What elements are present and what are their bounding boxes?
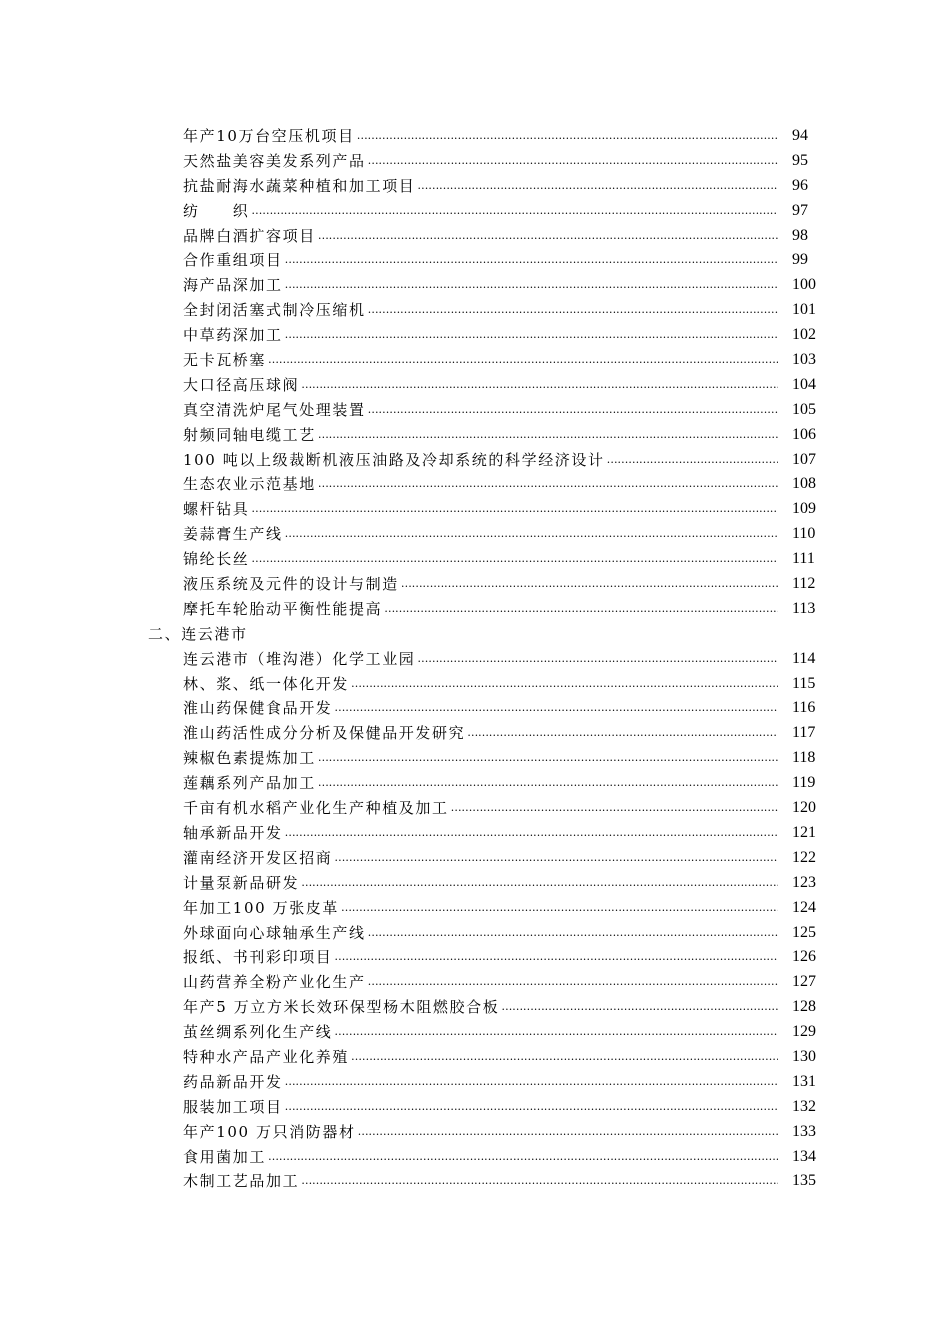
toc-entry <box>148 323 828 348</box>
dot-leader <box>251 199 778 224</box>
toc-entry-title: 食用菌加工 <box>183 1147 267 1166</box>
toc-entry <box>148 1169 828 1194</box>
toc-entry-title: 报纸、书刊彩印项目 <box>183 948 333 967</box>
toc-entry-page-number: 112 <box>792 575 816 593</box>
dot-leader <box>285 522 778 547</box>
toc-entry-title: 茧丝绸系列化生产线 <box>183 1023 333 1042</box>
toc-entry-page-number: 127 <box>792 973 816 991</box>
toc-entry <box>148 398 828 423</box>
toc-entry <box>148 174 828 199</box>
toc-entry-title: 年产5 万立方米长效环保型杨木阻燃胶合板 <box>183 998 500 1017</box>
toc-entry-title: 灌南经济开发区招商 <box>183 848 333 867</box>
dot-leader <box>301 871 778 896</box>
toc-entry-page-number: 115 <box>792 674 816 692</box>
toc-entry-title: 木制工艺品加工 <box>183 1172 300 1191</box>
toc-entry-page-number: 125 <box>792 923 816 941</box>
toc-entry <box>148 921 828 946</box>
toc-entry-title: 林、浆、纸一体化开发 <box>183 674 350 693</box>
toc-entry-title: 摩托车轮胎动平衡性能提高 <box>183 599 383 618</box>
toc-entry-title: 山药营养全粉产业化生产 <box>183 973 366 992</box>
toc-entry-title: 计量泵新品研发 <box>183 873 300 892</box>
toc-entry <box>148 1045 828 1070</box>
toc-entry-page-number: 122 <box>792 848 816 866</box>
toc-entry <box>148 149 828 174</box>
dot-leader <box>384 597 778 622</box>
toc-entry-page-number: 131 <box>792 1072 816 1090</box>
toc-entry <box>148 472 828 497</box>
toc-entry-page-number: 129 <box>792 1023 816 1041</box>
toc-entry <box>148 597 828 622</box>
toc-entry-title: 姜蒜膏生产线 <box>183 525 283 544</box>
dot-leader <box>285 273 778 298</box>
toc-entry-title: 海产品深加工 <box>183 276 283 295</box>
toc-entry-title: 服装加工项目 <box>183 1097 283 1116</box>
toc-entry-page-number: 103 <box>792 351 816 369</box>
dot-leader <box>334 1020 778 1045</box>
dot-leader <box>268 1145 778 1170</box>
toc-entry <box>148 945 828 970</box>
toc-entry <box>148 522 828 547</box>
dot-leader <box>368 970 778 995</box>
dot-leader <box>285 821 778 846</box>
toc-entry <box>148 423 828 448</box>
toc-entry-title: 淮山药活性成分分析及保健品开发研究 <box>183 724 466 743</box>
dot-leader <box>341 896 778 921</box>
dot-leader <box>268 348 778 373</box>
toc-entry-page-number: 132 <box>792 1097 816 1115</box>
toc-entry-page-number: 135 <box>792 1172 816 1190</box>
toc-entry <box>148 248 828 273</box>
section-heading-text: 二、连云港市 <box>148 624 248 643</box>
toc-entry-page-number: 104 <box>792 375 816 393</box>
toc-entry-title: 连云港市（堆沟港）化学工业园 <box>183 649 416 668</box>
toc-entry-page-number: 107 <box>792 450 816 468</box>
toc-entry-title: 真空清洗炉尾气处理装置 <box>183 400 366 419</box>
toc-entry-title: 外球面向心球轴承生产线 <box>183 923 366 942</box>
toc-entry <box>148 672 828 697</box>
toc-entry-title: 轴承新品开发 <box>183 823 283 842</box>
toc-entry-title: 全封闭活塞式制冷压缩机 <box>183 301 366 320</box>
dot-leader <box>357 124 778 149</box>
toc-entry-page-number: 97 <box>792 201 808 219</box>
toc-entry-page-number: 108 <box>792 475 816 493</box>
dot-leader <box>285 1095 778 1120</box>
toc-entry <box>148 871 828 896</box>
toc-entry-page-number: 134 <box>792 1147 816 1165</box>
dot-leader <box>318 224 778 249</box>
toc-entry <box>148 1120 828 1145</box>
toc-entry-page-number: 105 <box>792 400 816 418</box>
toc-entry <box>148 124 828 149</box>
dot-leader <box>368 298 778 323</box>
toc-entry <box>148 696 828 721</box>
toc-entry <box>148 1095 828 1120</box>
toc-entry-title: 特种水产品产业化养殖 <box>183 1047 350 1066</box>
table-of-contents <box>148 124 828 1194</box>
toc-entry-title: 中草药深加工 <box>183 326 283 345</box>
toc-entry-page-number: 113 <box>792 599 816 617</box>
toc-entry <box>148 995 828 1020</box>
toc-entry-page-number: 119 <box>792 774 816 792</box>
dot-leader <box>368 921 778 946</box>
toc-entry <box>148 298 828 323</box>
toc-entry-page-number: 114 <box>792 649 816 667</box>
toc-entry <box>148 448 828 473</box>
toc-entry-title: 淮山药保健食品开发 <box>183 699 333 718</box>
dot-leader <box>368 398 778 423</box>
toc-entry <box>148 821 828 846</box>
toc-entry-page-number: 101 <box>792 301 816 319</box>
dot-leader <box>607 448 778 473</box>
dot-leader <box>251 547 778 572</box>
toc-entry-page-number: 100 <box>792 276 816 294</box>
toc-entry <box>148 497 828 522</box>
toc-entry-page-number: 124 <box>792 898 816 916</box>
toc-entry <box>148 846 828 871</box>
dot-leader <box>351 672 778 697</box>
toc-entry-title: 合作重组项目 <box>183 251 283 270</box>
toc-entry-page-number: 133 <box>792 1122 816 1140</box>
toc-entry-page-number: 111 <box>792 550 815 568</box>
toc-entry <box>148 547 828 572</box>
dot-leader <box>334 696 778 721</box>
toc-entry-title: 锦纶长丝 <box>183 550 250 569</box>
toc-entry <box>148 348 828 373</box>
toc-entry-title: 辣椒色素提炼加工 <box>183 749 316 768</box>
dot-leader <box>318 472 778 497</box>
toc-entry <box>148 1145 828 1170</box>
dot-leader <box>417 647 778 672</box>
toc-entry-title: 100 吨以上级裁断机液压油路及冷却系统的科学经济设计 <box>183 450 605 469</box>
toc-entry-title: 无卡瓦桥塞 <box>183 351 267 370</box>
toc-entry-page-number: 96 <box>792 176 808 194</box>
dot-leader <box>501 995 778 1020</box>
toc-entry-title: 品牌白酒扩容项目 <box>183 226 316 245</box>
toc-entry-title: 生态农业示范基地 <box>183 475 316 494</box>
toc-entry <box>148 273 828 298</box>
dot-leader <box>318 423 778 448</box>
toc-entry-title: 液压系统及元件的设计与制造 <box>183 575 399 594</box>
toc-entry <box>148 1070 828 1095</box>
toc-entry-title: 药品新品开发 <box>183 1072 283 1091</box>
dot-leader <box>417 174 778 199</box>
dot-leader <box>285 323 778 348</box>
toc-entry-title: 千亩有机水稻产业化生产种植及加工 <box>183 799 449 818</box>
toc-entry-page-number: 130 <box>792 1047 816 1065</box>
dot-leader <box>334 945 778 970</box>
toc-entry <box>148 224 828 249</box>
toc-entry-title: 射频同轴电缆工艺 <box>183 425 316 444</box>
toc-entry-page-number: 116 <box>792 699 816 717</box>
toc-entry-title: 纺 织 <box>183 201 250 220</box>
toc-entry-title: 年产10万台空压机项目 <box>183 127 355 145</box>
dot-leader <box>285 1070 778 1095</box>
toc-entry-page-number: 128 <box>792 998 816 1016</box>
toc-entry <box>148 746 828 771</box>
toc-entry-title: 大口径高压球阀 <box>183 375 300 394</box>
toc-entry <box>148 896 828 921</box>
toc-entry-page-number: 117 <box>792 724 816 742</box>
dot-leader <box>358 1120 778 1145</box>
dot-leader <box>351 1045 778 1070</box>
dot-leader <box>401 572 778 597</box>
toc-entry <box>148 199 828 224</box>
toc-entry <box>148 771 828 796</box>
toc-entry-page-number: 106 <box>792 425 816 443</box>
toc-entry-page-number: 102 <box>792 326 816 344</box>
toc-entry <box>148 970 828 995</box>
toc-entry <box>148 721 828 746</box>
toc-entry <box>148 796 828 821</box>
toc-entry-title: 莲藕系列产品加工 <box>183 774 316 793</box>
toc-entry-page-number: 109 <box>792 500 816 518</box>
toc-entry-title: 年加工100 万张皮革 <box>183 898 339 917</box>
toc-entry <box>148 647 828 672</box>
dot-leader <box>318 771 778 796</box>
toc-entry <box>148 373 828 398</box>
dot-leader <box>467 721 778 746</box>
toc-entry-page-number: 110 <box>792 525 816 543</box>
toc-entry-page-number: 121 <box>792 823 816 841</box>
dot-leader <box>318 746 778 771</box>
toc-entry-title: 抗盐耐海水蔬菜种植和加工项目 <box>183 176 416 195</box>
toc-entry-page-number: 126 <box>792 948 816 966</box>
toc-entry-page-number: 94 <box>792 127 808 144</box>
toc-entry-page-number: 98 <box>792 226 808 244</box>
dot-leader <box>251 497 778 522</box>
toc-entry-page-number: 120 <box>792 799 816 817</box>
toc-entry-title: 天然盐美容美发系列产品 <box>183 151 366 170</box>
dot-leader <box>301 1169 778 1194</box>
dot-leader <box>334 846 778 871</box>
dot-leader <box>285 248 778 273</box>
toc-entry <box>148 1020 828 1045</box>
toc-entry-page-number: 99 <box>792 251 808 269</box>
toc-entry <box>148 572 828 597</box>
toc-entry-title: 螺杆钻具 <box>183 500 250 519</box>
toc-entry-page-number: 118 <box>792 749 816 767</box>
toc-entry-page-number: 95 <box>792 151 808 169</box>
toc-entry-page-number: 123 <box>792 873 816 891</box>
dot-leader <box>301 373 778 398</box>
toc-entry-title: 年产100 万只消防器材 <box>183 1122 356 1141</box>
dot-leader <box>451 796 778 821</box>
dot-leader <box>368 149 778 174</box>
toc-section-heading <box>148 622 828 647</box>
